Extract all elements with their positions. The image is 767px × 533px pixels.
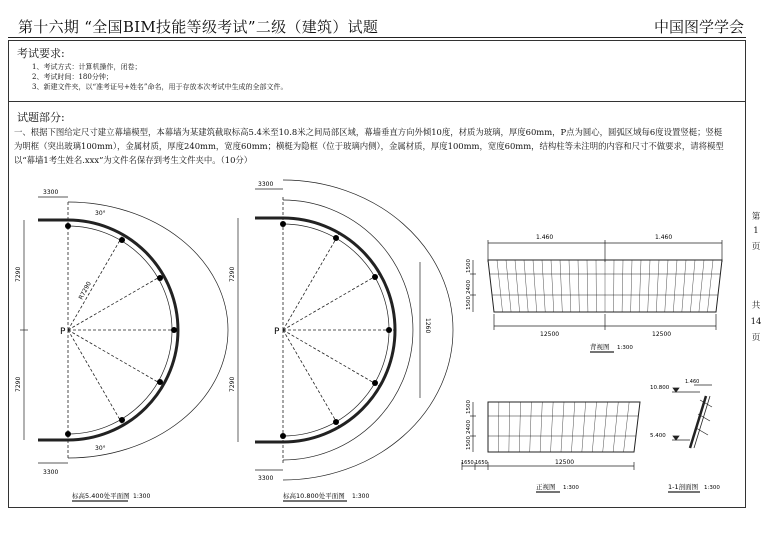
mullion-line <box>639 260 641 312</box>
plan1-dim-upper: 7290 <box>15 266 22 282</box>
plan1-angle-label: 30° <box>95 210 106 217</box>
plan2-dim-right: 1260 <box>424 318 431 334</box>
organization-name: 中国图学学会 <box>654 18 745 36</box>
page-label-char: 第 <box>751 212 761 222</box>
mullion-line <box>699 260 704 312</box>
back-dim-top: 1.460 <box>655 234 673 241</box>
plan-drawing-level-5400 <box>20 197 228 463</box>
requirement-item: 2、考试时间：180分钟； <box>32 73 113 81</box>
back-elevation-mullions <box>497 260 713 312</box>
mullion-line <box>506 260 511 312</box>
mullion-line <box>515 260 520 312</box>
mullion-line <box>624 402 630 452</box>
plan1-dim-top: 3300 <box>43 189 59 196</box>
total-label-char: 页 <box>751 333 761 343</box>
requirements-title: 考试要求: <box>17 47 65 60</box>
plan1-angle-label: 30° <box>95 445 106 452</box>
back-dim-bottom: 12500 <box>652 331 672 338</box>
mullion-line <box>648 260 650 312</box>
plan1-radius: R7290 <box>77 280 93 301</box>
back-elevation-caption: 背视图 <box>590 343 610 351</box>
mullion-line <box>540 402 542 452</box>
mullion-line <box>587 260 588 312</box>
front-elevation-drawing <box>462 402 640 470</box>
page-number: 1 <box>753 226 759 236</box>
mullion-line <box>582 402 586 452</box>
mullion-line <box>533 260 537 312</box>
mullion-line <box>665 260 668 312</box>
question-text: 一、根据下图给定尺寸建立幕墙模型，本幕墙为某建筑截取标高5.4米至10.8米之间局部区域，幕墙垂直方向外倾10度，材质为玻璃，厚度60mm，P点为圆心，圆弧区域每6度设置竖梃；竖梃为明框（突出玻璃100mm），金属材质，厚度240mm，宽度60mm；横梃为隐框（位于玻璃内侧），金属材质，厚度100mm，宽度60mm，结构柱等未注明的内容和尺寸不做要求，请将模型以“幕墙1考生姓名.xxx”为文件名保存到考生文件夹中。（10分） <box>14 127 724 165</box>
plan2-dim-top: 3300 <box>258 181 274 188</box>
section-1-1-drawing <box>672 385 712 448</box>
section-caption: 1-1剖面图 <box>668 483 699 491</box>
plan2-dim-lower: 7290 <box>229 376 236 392</box>
mullion-line <box>560 260 562 312</box>
total-label-char: 共 <box>751 301 761 311</box>
plan1-caption: 标高5.400处平面图 <box>72 492 130 500</box>
plan2-scale: 1:300 <box>352 493 370 500</box>
front-dim-bottom: 1650 <box>461 460 474 466</box>
back-dim-bottom: 12500 <box>540 331 560 338</box>
plan1-center-label: P <box>60 327 66 337</box>
front-dim-bottom: 12500 <box>555 459 575 466</box>
front-dim-left: 2400 <box>466 420 472 434</box>
plan1-dim-lower: 7290 <box>15 376 22 392</box>
back-dim-top: 1.460 <box>536 234 554 241</box>
mullion-line <box>578 260 579 312</box>
section-level-top: 10.800 <box>650 385 670 391</box>
plan1-dim-bottom: 3300 <box>43 469 59 476</box>
page-label-char: 页 <box>751 242 761 252</box>
plan2-center-label: P <box>274 327 280 337</box>
mullion-line <box>673 260 677 312</box>
front-dim-left: 1500 <box>466 400 472 414</box>
mullion-line <box>542 260 545 312</box>
front-elevation-mullions <box>498 402 629 452</box>
plan-drawing-level-10800 <box>238 180 453 480</box>
front-elevation-scale: 1:300 <box>563 485 579 491</box>
exam-title: 第十六期 “全国BIM技能等级考试”二级（建筑）试题 <box>18 18 379 36</box>
mullion-line <box>509 402 510 452</box>
mullion-line <box>592 402 596 452</box>
plan1-scale: 1:300 <box>133 493 151 500</box>
section-title: 试题部分: <box>17 111 65 124</box>
mullion-line <box>622 260 623 312</box>
front-dim-bottom: 1650 <box>475 460 488 466</box>
requirement-item: 1、考试方式：计算机操作，闭卷； <box>32 63 142 71</box>
mullion-line <box>690 260 695 312</box>
requirement-item: 3、新建文件夹，以“准考证号+姓名”命名，用于存放本次考试中生成的全部文件。 <box>32 83 288 91</box>
section-scale: 1:300 <box>704 485 720 491</box>
back-dim-left: 1500 <box>466 259 472 273</box>
section-dim: 1.460 <box>685 379 700 385</box>
mullion-line <box>519 402 520 452</box>
mullion-line <box>707 260 713 312</box>
mullion-line <box>551 260 554 312</box>
front-dim-left: 1500 <box>466 436 472 450</box>
mullion-line <box>656 260 659 312</box>
mullion-line <box>524 260 528 312</box>
back-dim-left: 2400 <box>466 280 472 294</box>
mullion-line <box>603 402 608 452</box>
mullion-line <box>561 402 564 452</box>
plan2-dim-bottom: 3300 <box>258 475 274 482</box>
mullion-line <box>569 260 571 312</box>
total-pages: 14 <box>750 317 762 327</box>
back-dim-left: 1500 <box>466 296 472 310</box>
section-level-bottom: 5.400 <box>650 433 666 439</box>
plan2-caption: 标高10.800处平面图 <box>283 492 345 500</box>
mullion-line <box>530 402 532 452</box>
mullion-line <box>497 260 503 312</box>
plan2-dim-upper: 7290 <box>229 266 236 282</box>
mullion-line <box>631 260 632 312</box>
mullion-line <box>682 260 686 312</box>
mullion-line <box>551 402 554 452</box>
mullion-line <box>571 402 574 452</box>
mullion-line <box>613 402 618 452</box>
back-elevation-scale: 1:300 <box>617 345 633 351</box>
front-elevation-caption: 正视图 <box>536 483 556 491</box>
